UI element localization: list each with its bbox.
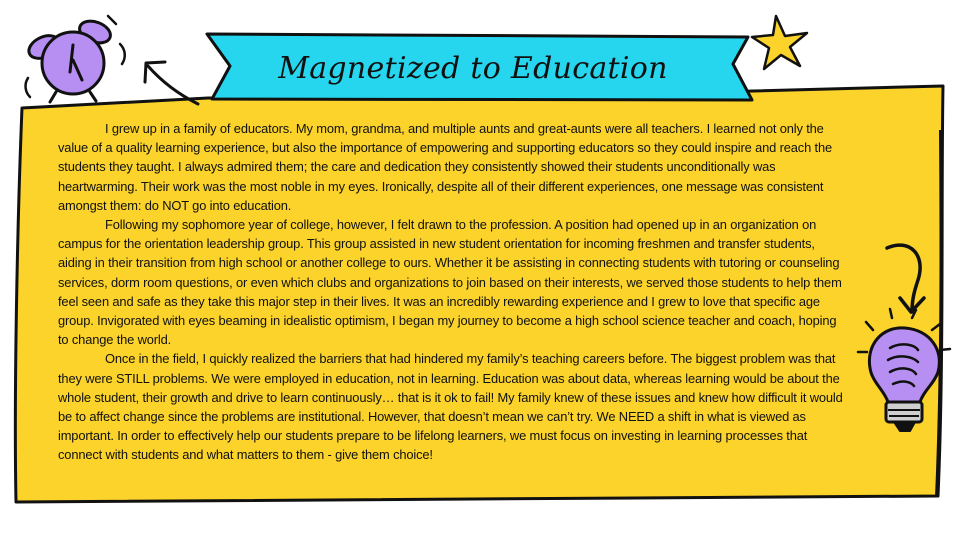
paragraph-3: Once in the field, I quickly realized the barriers that had hindered my family’s teaching careers before. The biggest problem was that they were STILL problems. We were employed in education, not in learning. Education was about data, whereas learning would be about the whole student, their growth and drive to learn continuously… that is it ok to fail! My family knew of these issues and knew how difficult it would be to affect change since the problems are institutional. However, that doesn’t mean we can’t try. We NEED a shift in what is viewed as important. In order to effectively help our students prepare to be lifelong learners, we must focus on investing in learning processes that connect with students and what matters to them - give them choice! xyxy=(58,351,843,463)
slide-title: Magnetized to Education xyxy=(278,50,668,86)
star-icon xyxy=(752,16,807,69)
alarm-clock-icon xyxy=(25,16,125,102)
paragraph-1: I grew up in a family of educators. My mom, grandma, and multiple aunts and great-aunts were all teachers. I learned not only the value of a quality learning experience, but also the importance of empowering and supporting educators so they could inspire and reach the students they taught. I always admired them; the care and dedication they consistently showed their students unconditionally was heartwarming. Their work was the most noble in my eyes. Ironically, despite all of their different experiences, one message was consistent amongst them: do NOT go into education. xyxy=(58,121,833,213)
body-text xyxy=(58,119,848,465)
paragraph-2: Following my sophomore year of college, however, I felt drawn to the profession. A position had opened up in an organization on campus for the orientation leadership group. This group assisted in new student orientation for incoming freshmen and transfer students, aiding in their transition from high school or another college to ours. Whether it be assisting in connecting students with tutoring or counseling services, dorm room questions, or even which clubs and organizations to join based on their interests, we served those students to help them feel seen and safe as they take this major step in their lives. It was an incredibly rewarding experience and I grew to love that specific age group. Invigorated with eyes beaming in idealistic optimism, I began my journey to become a high school science teacher and coach, hoping to change the world. xyxy=(58,217,842,348)
